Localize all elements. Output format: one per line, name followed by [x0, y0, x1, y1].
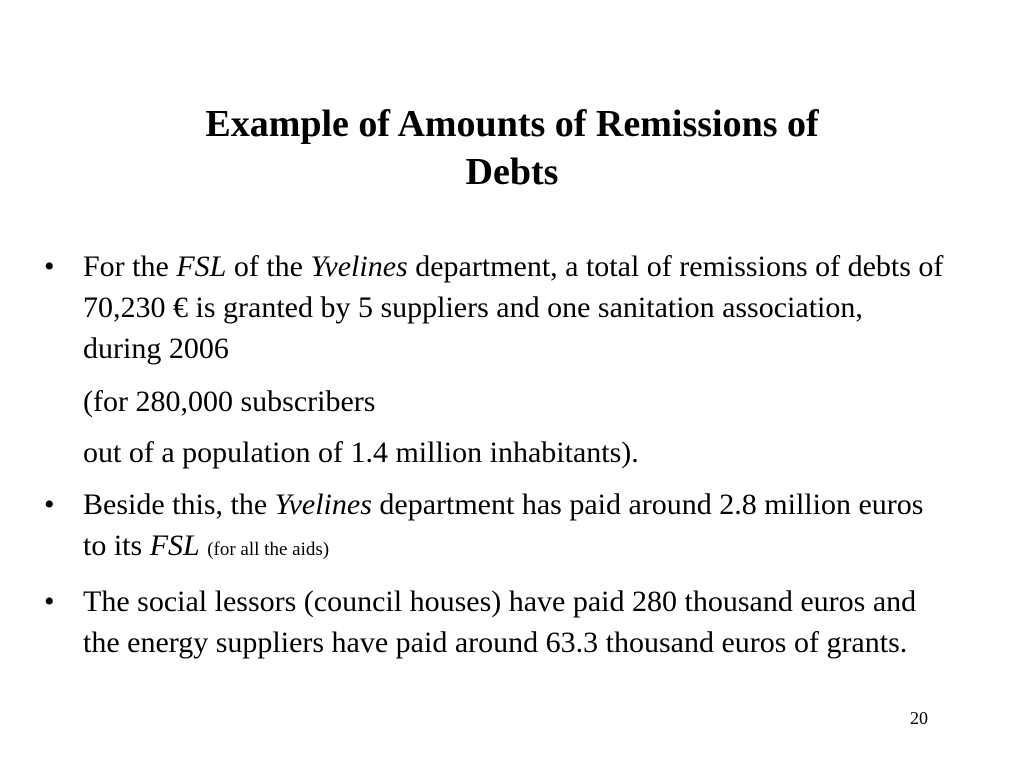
page-number: 20	[910, 708, 928, 728]
bullet-continuation-subscribers: (for 280,000 subscribers	[83, 385, 376, 418]
bullet-text: department, a total of remissions of debts of 70,230 € is granted by 5 suppliers and one sanitation association, during 2006	[83, 250, 944, 365]
bullet-marker: •	[44, 488, 55, 521]
bullet-text: For the	[83, 250, 177, 283]
slide-title-line-2: Debts	[465, 151, 559, 193]
bullet-continuation-population: out of a population of 1.4 million inhabitants).	[83, 436, 639, 469]
bullet-text: department has paid around 2.8 million euros to its	[83, 488, 924, 562]
bullet-item-department-payment	[44, 484, 944, 570]
yvelines-italic: Yvelines	[274, 488, 372, 521]
bullet-marker: •	[44, 250, 55, 283]
slide-title-line-1: Example of Amounts of Remissions of	[205, 103, 819, 145]
bullet-text: The social lessors (council houses) have paid 280 thousand euros and the energy suppliers have paid around 63.3 thousand euros of grants.	[83, 585, 917, 659]
fsl-italic: FSL	[176, 250, 227, 283]
bullet-list	[44, 246, 944, 663]
fsl-italic: FSL	[149, 529, 200, 562]
bullet-item-social-lessors	[44, 581, 944, 663]
bullet-text: of the	[226, 250, 311, 283]
bullet-text: Beside this, the	[83, 488, 275, 521]
aids-note: (for all the aids)	[207, 539, 330, 560]
yvelines-italic: Yvelines	[310, 250, 408, 283]
bullet-marker: •	[44, 585, 55, 618]
slide-title	[100, 100, 924, 196]
bullet-item-fsl-remissions	[44, 246, 944, 369]
